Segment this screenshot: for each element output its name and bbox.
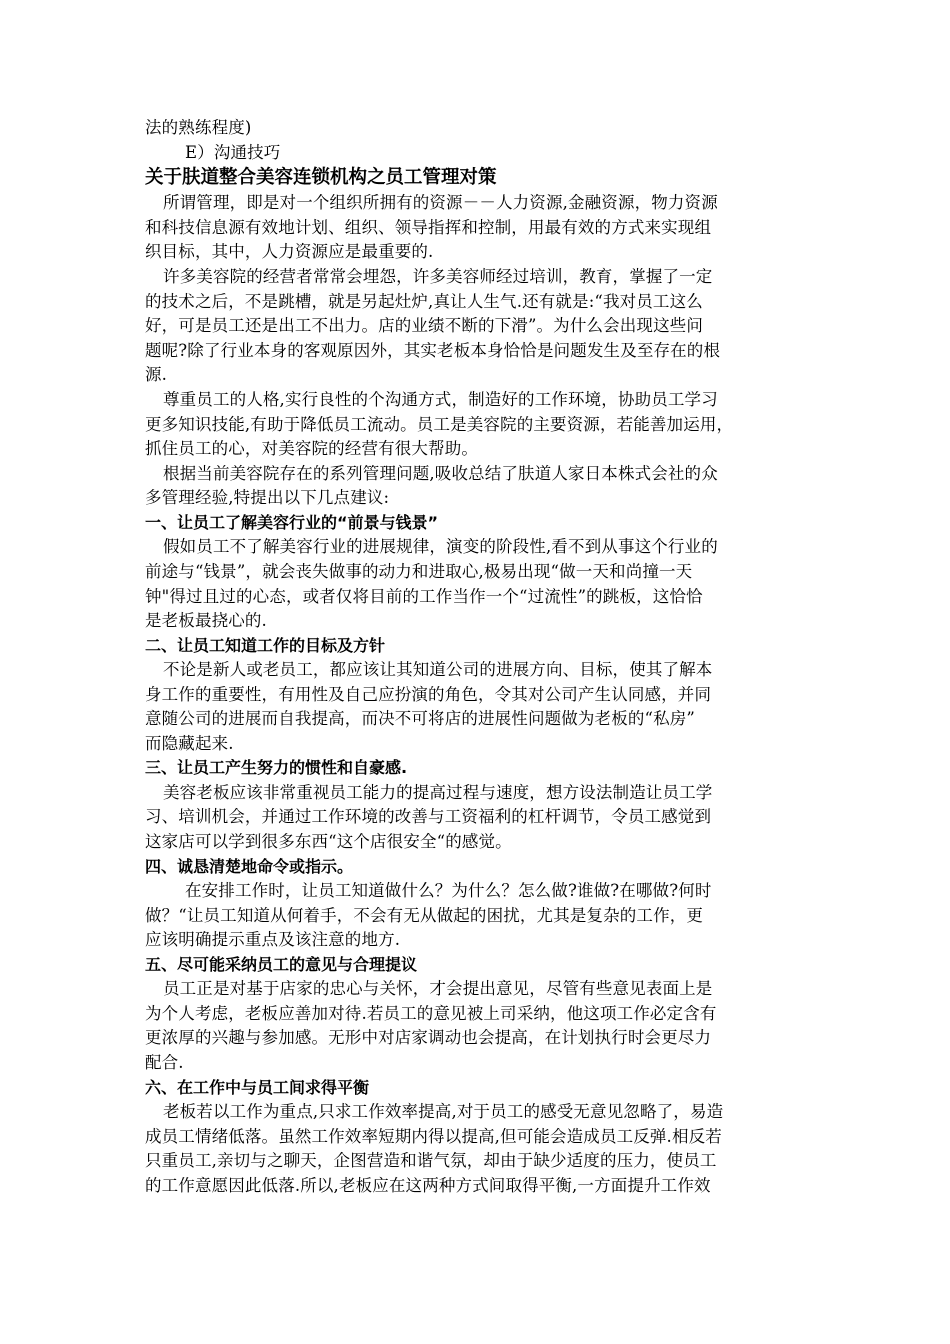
body-line: 多管理经验,特提出以下几点建议: [145, 488, 390, 508]
body-line: 为个人考虑，老板应善加对待.若员工的意见被上司采纳，他这项工作必定含有 [145, 1003, 717, 1023]
paragraph-3 [145, 388, 810, 462]
paragraph-4 [145, 462, 810, 511]
body-line: 法的熟练程度) [145, 118, 252, 137]
section-3-body [145, 781, 810, 855]
body-line: 前途与“钱景”，就会丧失做事的动力和进取心,极易出现“做一天和尚撞一天 [145, 561, 693, 581]
body-line: 和科技信息源有效地计划、组织、领导指挥和控制，用最有效的方式来实现组 [145, 217, 712, 237]
section-2-body [145, 658, 810, 756]
body-line: 好，可是员工还是出工不出力。店的业绩不断的下滑”。为什么会出现这些问 [145, 316, 704, 336]
body-line: 只重员工,亲切与之聊天，企图营造和谐气氛，却由于缺少适度的压力，使员工 [145, 1151, 717, 1171]
section-heading-5: 五、尽可能采纳员工的意见与合理提议 [145, 954, 418, 974]
body-line: 配合. [145, 1053, 184, 1073]
body-line: 在安排工作时，让员工知道做什么？为什么？怎么做?谁做?在哪做?何时 [185, 881, 712, 901]
body-line: 更多知识技能,有助于降低员工流动。员工是美容院的主要资源，若能善加运用， [145, 414, 734, 434]
body-line: 钟"得过且过的心态，或者仅将目前的工作当作一个“过流性”的跳板，这恰恰 [145, 586, 703, 606]
body-line: 抓住员工的心，对美容院的经营有很大帮助。 [145, 439, 478, 459]
section-heading-3: 三、让员工产生努力的惯性和自豪感. [145, 758, 408, 778]
body-line: 应该明确提示重点及该注意的地方. [145, 930, 401, 950]
body-line: 不论是新人或老员工，都应该让其知道公司的进展方向、目标，使其了解本 [163, 660, 713, 680]
section-5-body [145, 977, 810, 1075]
body-line: 的工作意愿因此低落.所以,老板应在这两种方式间取得平衡,一方面提升工作效 [145, 1175, 711, 1195]
body-line: 更浓厚的兴趣与参加感。无形中对店家调动也会提高，在计划执行时会更尽力 [145, 1028, 712, 1048]
body-line: 做？“让员工知道从何着手，不会有无从做起的困扰，尤其是复杂的工作，更 [145, 905, 704, 925]
section-1-body [145, 535, 810, 633]
body-line: 源. [145, 365, 168, 385]
section-heading-1: 一、让员工了解美容行业的“前景与钱景” [145, 512, 439, 532]
section-heading-2: 二、让员工知道工作的目标及方针 [145, 635, 386, 655]
body-line: 假如员工不了解美容行业的进展规律，演变的阶段性,看不到从事这个行业的 [163, 537, 718, 557]
body-line: 题呢?除了行业本身的客观原因外，其实老板本身恰恰是问题发生及至存在的根 [145, 340, 721, 360]
body-line: 员工正是对基于店家的忠心与关怀，才会提出意见，尽管有些意见表面上是 [163, 979, 713, 999]
body-line: 美容老板应该非常重视员工能力的提高过程与速度，想方设法制造让员工学 [163, 782, 713, 802]
body-line: 而隐藏起来. [145, 733, 234, 753]
body-line: 许多美容院的经营者常常会埋怨，许多美容师经过培训，教育，掌握了一定 [163, 266, 713, 286]
section-heading-4: 四、诚恳清楚地命令或指示。 [145, 856, 354, 876]
body-line: 身工作的重要性，有用性及自己应扮演的角色，令其对公司产生认同感，并同 [145, 684, 712, 704]
section-6-body [145, 1100, 810, 1198]
document-title: 关于肤道整合美容连锁机构之员工管理对策 [145, 167, 497, 189]
paragraph-1 [145, 191, 810, 265]
body-line: 的技术之后，不是跳槽，就是另起灶炉,真让人生气.还有就是:“我对员工这么 [145, 291, 703, 311]
body-line: 根据当前美容院存在的系列管理问题,吸收总结了肤道人家日本株式会社的众 [163, 463, 718, 483]
body-line: 是老板最挠心的. [145, 611, 267, 631]
body-line: 所谓管理，即是对一个组织所拥有的资源－－人力资源,金融资源，物力资源 [163, 193, 718, 213]
section-heading-6: 六、在工作中与员工间求得平衡 [145, 1077, 370, 1097]
body-line: 这家店可以学到很多东西“这个店很安全“的感觉。 [145, 832, 512, 852]
body-line: 织目标，其中，人力资源应是最重要的. [145, 242, 434, 262]
body-line: 习、培训机会，并通过工作环境的改善与工资福利的杠杆调节，令员工感觉到 [145, 807, 712, 827]
document-body [145, 116, 810, 1198]
section-4-body [145, 879, 810, 953]
body-line: 尊重员工的人格,实行良性的个沟通方式，制造好的工作环境，协助员工学习 [163, 389, 718, 409]
body-line: 意随公司的进展而自我提高，而决不可将店的进展性问题做为老板的“私房” [145, 709, 695, 729]
body-line: 老板若以工作为重点,只求工作效率提高,对于员工的感受无意见忽略了，易造 [163, 1102, 724, 1122]
paragraph-2 [145, 265, 810, 388]
list-item-e: E）沟通技巧 [185, 142, 281, 162]
body-line: 成员工情绪低落。虽然工作效率短期内得以提高,但可能会造成员工反弹.相反若 [145, 1126, 722, 1146]
